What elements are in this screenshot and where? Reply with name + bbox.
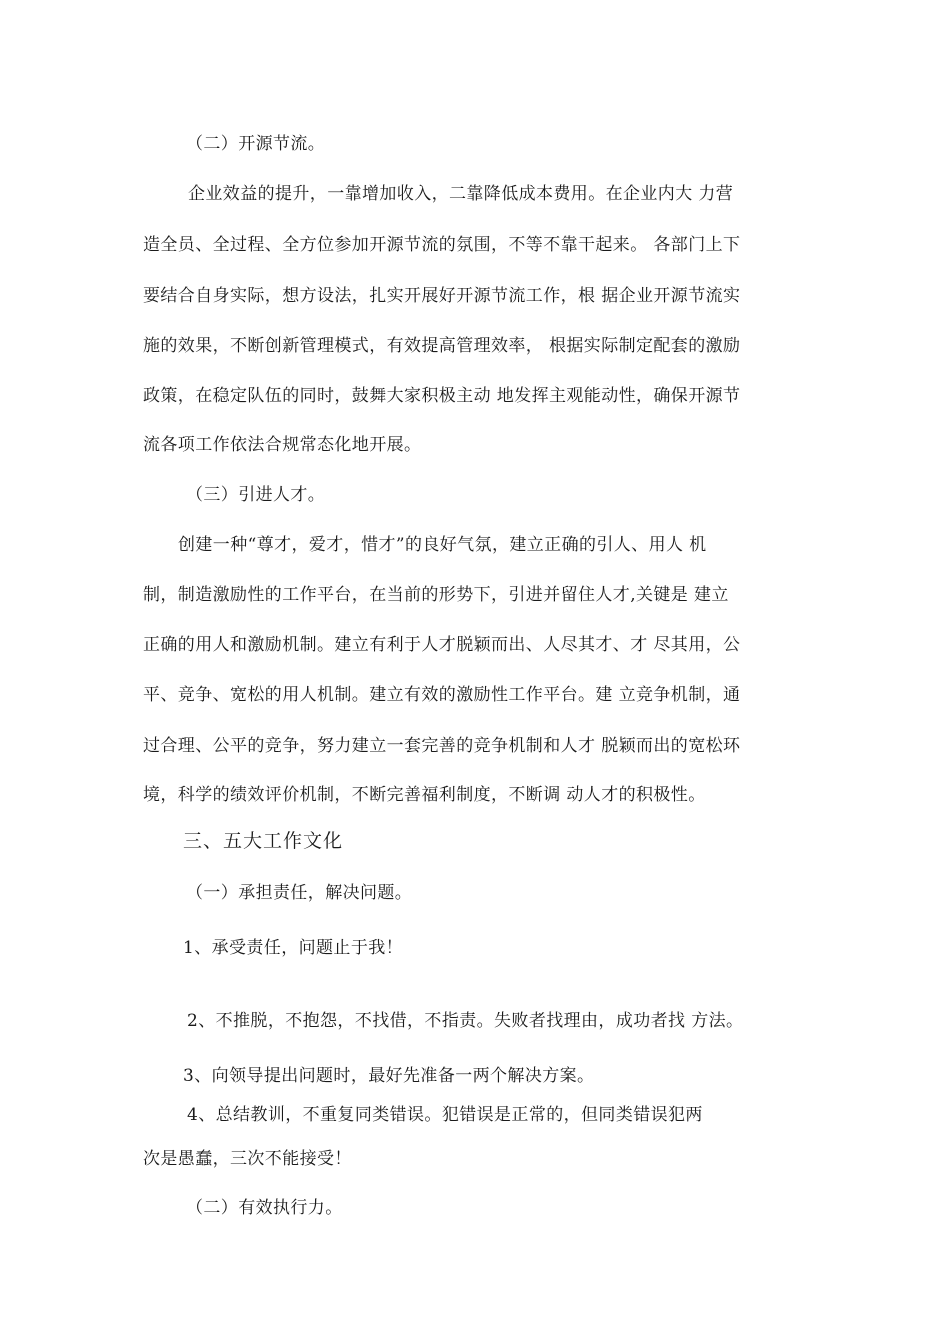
- paragraph-line: 过合理、公平的竞争，努力建立一套完善的竞争机制和人才 脱颖而出的宽松环: [143, 736, 741, 756]
- list-item: 1、承受责任，问题止于我！: [183, 938, 404, 958]
- paragraph-line: 造全员、全过程、全方位参加开源节流的氛围，不等不靠干起来。 各部门上下: [143, 235, 741, 255]
- paragraph-line: 要结合自身实际，想方设法，扎实开展好开源节流工作，根 据企业开源节流实: [143, 286, 741, 306]
- paragraph-line: 正确的用人和激励机制。建立有利于人才脱颖而出、人尽其才、才 尽其用，公: [143, 635, 741, 655]
- paragraph-line: 流各项工作依法合规常态化地开展。: [143, 435, 422, 455]
- paragraph-line: 施的效果，不断创新管理模式，有效提高管理效率， 根据实际制定配套的激励: [143, 336, 741, 356]
- paragraph-line: 制，制造激励性的工作平台，在当前的形势下，引进并留住人才,关键是 建立: [143, 585, 729, 605]
- paragraph-line: 境，科学的绩效评价机制，不断完善福利制度，不断调 动人才的积极性。: [143, 785, 706, 805]
- paragraph-line: 企业效益的提升，一靠增加收入，二靠降低成本费用。在企业内大 力营: [188, 184, 734, 204]
- paragraph-line: 平、竞争、宽松的用人机制。建立有效的激励性工作平台。建 立竞争机制，通: [143, 685, 741, 705]
- culture-heading: 三、五大工作文化: [183, 830, 344, 852]
- section-title-talent: （三）引进人才。: [186, 485, 326, 505]
- list-item: 3、向领导提出问题时，最好先准备一两个解决方案。: [183, 1066, 595, 1086]
- list-item-continuation: 次是愚蠢，三次不能接受！: [143, 1149, 352, 1169]
- list-item: 4、总结教训，不重复同类错误。犯错误是正常的，但同类错误犯两: [187, 1105, 703, 1125]
- subsection-title: （二）有效执行力。: [186, 1198, 343, 1218]
- paragraph-line: 创建一种“尊才，爱才，惜才”的良好气氛，建立正确的引人、用人 机: [178, 535, 707, 555]
- list-item: 2、不推脱，不抱怨，不找借，不指责。失败者找理由，成功者找 方法。: [187, 1011, 744, 1031]
- subsection-title: （一）承担责任，解决问题。: [186, 883, 413, 903]
- paragraph-line: 政策，在稳定队伍的同时，鼓舞大家积极主动 地发挥主观能动性，确保开源节: [143, 386, 741, 406]
- section-title-open-source: （二）开源节流。: [186, 134, 326, 154]
